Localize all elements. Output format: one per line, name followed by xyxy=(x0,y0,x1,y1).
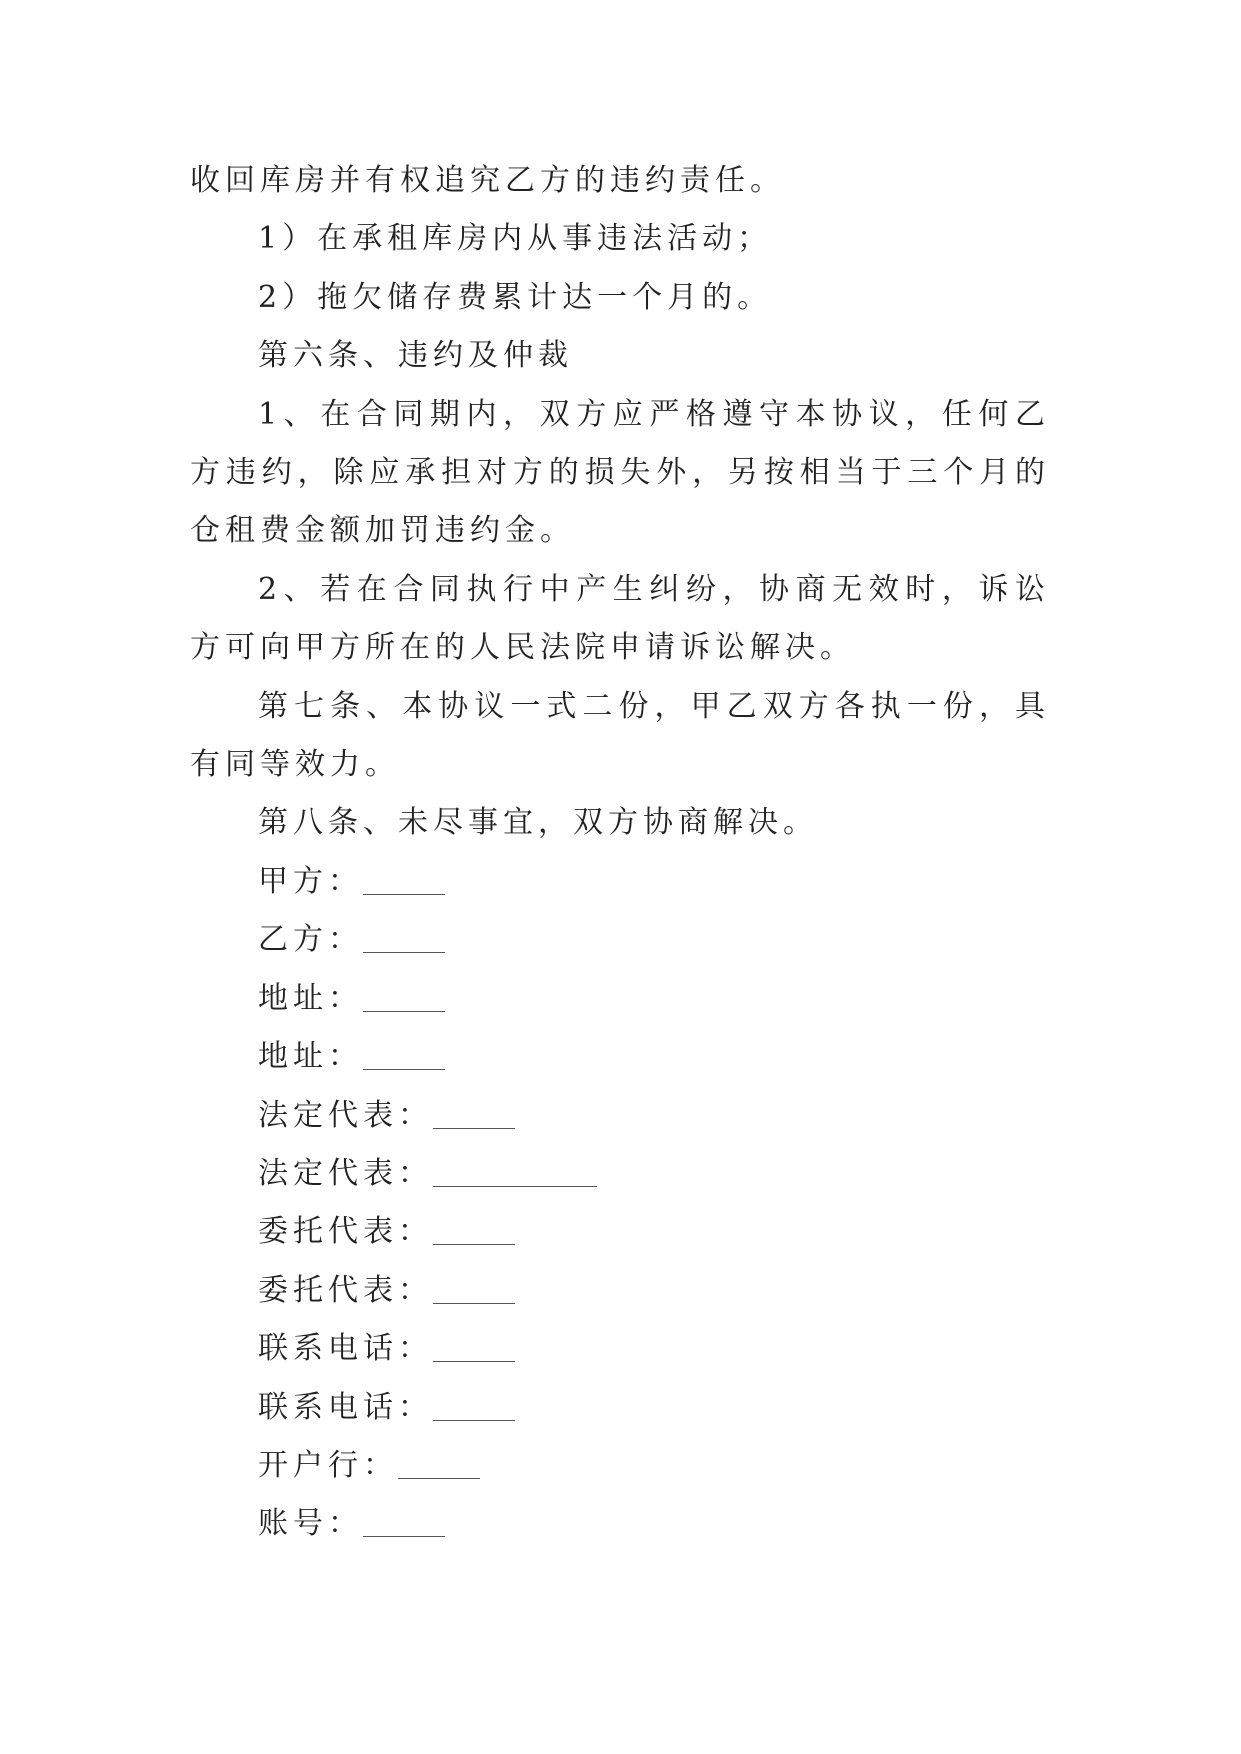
field-label: 联系电话： xyxy=(258,1331,433,1367)
article-6-clause-2: 2、若在合同执行中产生纠纷，协商无效时，诉讼方可向甲方所在的人民法院申请诉讼解决。 xyxy=(190,571,1050,666)
field-label: 开户行： xyxy=(258,1447,398,1483)
field-label: 法定代表： xyxy=(258,1097,433,1133)
signature-field-party-b xyxy=(190,911,1050,969)
account-field xyxy=(190,1495,1050,1553)
article-6-heading: 第六条、违约及仲裁 xyxy=(258,338,573,374)
signature-field-party-a xyxy=(190,853,1050,911)
field-label: 法定代表： xyxy=(258,1155,433,1191)
article-7: 第七条、本协议一式二份，甲乙双方各执一份，具有同等效力。 xyxy=(190,688,1050,783)
field-label: 甲方： xyxy=(258,863,363,899)
field-label: 账号： xyxy=(258,1506,363,1542)
list-item-1: 1）在承租库房内从事违法活动； xyxy=(258,221,773,257)
field-label: 委托代表： xyxy=(258,1272,433,1308)
fill-blank xyxy=(363,1036,445,1070)
fill-blank xyxy=(433,1387,515,1421)
fill-blank xyxy=(363,861,445,895)
address-field-a xyxy=(190,970,1050,1028)
legal-rep-field-a xyxy=(190,1087,1050,1145)
legal-rep-field-b xyxy=(190,1145,1050,1203)
field-label: 地址： xyxy=(258,1039,363,1075)
article-8: 第八条、未尽事宜，双方协商解决。 xyxy=(258,805,818,841)
bank-field xyxy=(190,1437,1050,1495)
article-6-clause-1: 1、在合同期内，双方应严格遵守本协议，任何乙方违约，除应承担对方的损失外，另按相当于三个月的仓租费金额加罚违约金。 xyxy=(190,396,1050,549)
agent-field-b xyxy=(190,1262,1050,1320)
address-field-b xyxy=(190,1028,1050,1086)
field-label: 乙方： xyxy=(258,922,363,958)
paragraph-continuation: 收回库房并有权追究乙方的违约责任。 xyxy=(190,163,785,198)
fill-blank xyxy=(398,1445,480,1479)
field-label: 委托代表： xyxy=(258,1214,433,1250)
fill-blank xyxy=(433,1270,515,1304)
field-label: 地址： xyxy=(258,980,363,1016)
fill-blank xyxy=(433,1328,515,1362)
fill-blank xyxy=(433,1211,515,1245)
fill-blank xyxy=(363,1503,445,1537)
fill-blank xyxy=(363,978,445,1012)
phone-field-a xyxy=(190,1320,1050,1378)
list-item-2: 2）拖欠储存费累计达一个月的。 xyxy=(258,279,773,315)
fill-blank xyxy=(363,919,445,953)
fill-blank xyxy=(433,1095,515,1129)
phone-field-b xyxy=(190,1379,1050,1437)
fill-blank xyxy=(433,1153,597,1187)
field-label: 联系电话： xyxy=(258,1389,433,1425)
document-body xyxy=(190,152,1050,1554)
agent-field-a xyxy=(190,1203,1050,1261)
